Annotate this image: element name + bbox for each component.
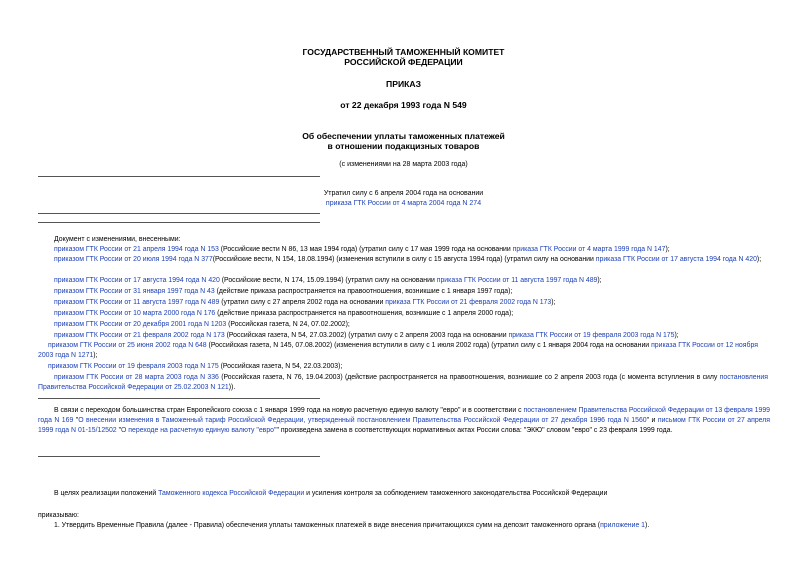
change-item-link2[interactable]: приказа ГТК России от 21 февраля 2002 года N 173 [385, 299, 552, 306]
order-item-tail: ). [645, 522, 650, 529]
order-item-text: 1. Утвердить Временные Правила (далее - Правила) обеспечения уплаты таможенных платежей в виде внесения причитающихся сумм на депозит таможенного органа ( [54, 522, 601, 529]
change-item-tail: )). [228, 383, 236, 391]
doc-date: от 22 декабря 1993 года N 549 [340, 100, 467, 110]
change-item-text: (действие приказа распространяется на правоотношения, возникшие с 1 января 1997 года); [214, 288, 513, 295]
repeal-status: Утратил силу с 6 апреля 2004 года на основании [323, 190, 484, 197]
change-item-link[interactable]: приказом ГТК России от 21 февраля 2002 года N 173 [54, 332, 225, 339]
divider [38, 456, 320, 457]
org-name-line2: РОССИЙСКОЙ ФЕДЕРАЦИИ [344, 57, 463, 67]
change-item-tail: ); [551, 299, 556, 306]
change-item-link2[interactable]: приказа ГТК России от 17 августа 1994 года N 420 [595, 256, 757, 263]
subject-line1: Об обеспечении уплаты таможенных платежей [302, 131, 505, 141]
amended-note: (с изменениями на 28 марта 2003 года) [339, 161, 468, 168]
change-item-text: (действие приказа распространяется на правоотношения, возникшие с 1 апреля 2000 года); [215, 310, 514, 317]
change-item-link[interactable]: приказом ГТК России от 19 февраля 2003 года N 175 [48, 363, 219, 370]
euro-note-link-euro[interactable]: О переходе на расчетную единую валюту "евро" [121, 426, 277, 434]
change-item-text: (Российская газета, N 54, 22.03.2003); [218, 363, 343, 370]
preamble-text: В целях реализации положений [54, 490, 159, 497]
change-item-text: (Российские вести, N 154, 18.08.1994) (изменения вступили в силу с 15 августа 1994 года) (утратил силу на основании [212, 256, 596, 263]
change-item [38, 341, 773, 361]
change-item-link2[interactable]: приказа ГТК России от 12 ноября 2003 года N 1271 [38, 342, 758, 359]
euro-note-text: " и [646, 416, 658, 424]
order-item-1 [54, 521, 649, 531]
change-item-link[interactable]: приказом ГТК России от 25 июня 2002 года N 648 [48, 342, 207, 349]
change-item-link[interactable]: приказом ГТК России от 20 июля 1994 года N 377 [54, 256, 213, 263]
euro-note-text: " [116, 426, 122, 434]
change-item-link[interactable]: приказом ГТК России от 31 января 1997 года N 43 [54, 288, 215, 295]
divider [38, 222, 320, 223]
change-item-link2[interactable]: приказа ГТК России от 4 марта 1999 года N 147 [512, 246, 666, 253]
appendix-1-link[interactable]: приложение 1 [600, 522, 646, 529]
euro-note-text: В связи с переходом большинства стран Европейского союза с 1 января 1999 года на новую расчетную единую валюту "евро" и в соответствии с [54, 407, 524, 414]
euro-note-text: " произведена замена в соответствующих нормативных актах России слова: "ЭКЮ" словом "евро" с 23 февраля 1999 года. [276, 426, 673, 434]
order-word: приказываю: [38, 512, 79, 519]
change-item-link2[interactable]: приказа ГТК России от 19 февраля 2003 года N 175 [508, 332, 675, 339]
change-item-text: (Российская газета, N 76, 19.04.2003) (действие распространяется на правоотношения, возникшие со 2 апреля 2003 года (с момента вступления в силу [218, 374, 720, 381]
customs-code-link[interactable]: Таможенного кодекса Российской Федерации [158, 490, 305, 497]
change-item [54, 287, 512, 297]
change-item [38, 373, 768, 393]
change-item-link[interactable]: приказом ГТК России от 20 декабря 2001 года N 1203 [54, 321, 227, 328]
divider [38, 398, 320, 399]
change-item [38, 255, 770, 265]
org-name-line1: ГОСУДАРСТВЕННЫЙ ТАМОЖЕННЫЙ КОМИТЕТ [302, 47, 505, 57]
change-item-text: (Российская газета, N 24, 07.02.2002); [226, 321, 350, 328]
change-item-text: (Российские вести, N 174, 15.09.1994) (утратил силу на основании [219, 277, 437, 284]
euro-note-text: " [73, 416, 79, 424]
preamble [54, 489, 607, 499]
change-item [54, 309, 513, 319]
change-item-link[interactable]: приказом ГТК России от 28 марта 2003 года N 336 [54, 374, 219, 381]
change-item-link2[interactable]: постановления Правительства Российской Федерации от 25.02.2003 N 121 [38, 374, 768, 391]
change-item-link[interactable]: приказом ГТК России от 21 апреля 1994 года N 153 [54, 246, 219, 253]
repeal-order-link[interactable]: приказа ГТК России от 4 марта 2004 года N 274 [325, 200, 482, 207]
repeal-status-link-wrap [0, 199, 807, 208]
change-item-text: (утратил силу с 27 апреля 2002 года на основании [219, 299, 386, 306]
change-item [54, 331, 679, 341]
doc-type: ПРИКАЗ [386, 79, 421, 89]
change-item [54, 298, 555, 308]
change-item [54, 320, 350, 330]
change-item-tail: ); [756, 256, 762, 263]
change-item-link[interactable]: приказом ГТК России от 17 августа 1994 года N 420 [54, 277, 220, 284]
change-item [54, 276, 602, 286]
change-item-tail: ); [93, 351, 98, 359]
preamble-text: и усиления контроля за соблюдением таможенного законодательства Российской Федерации [304, 490, 608, 497]
change-item-tail: ); [597, 277, 602, 284]
change-item-text: (Российская газета, N 145, 07.08.2002) (изменения вступили в силу с 1 июля 2002 года) (утратил силу с 1 января 2004 года на основании [206, 342, 652, 349]
euro-note-link-decree[interactable]: постановлением Правительства Российской Федерации от 13 февраля 1999 года N 169 [38, 407, 770, 424]
change-item-tail: ); [665, 246, 670, 253]
change-item [48, 362, 342, 372]
change-item-link2[interactable]: приказа ГТК России от 11 августа 1997 года N 489 [436, 277, 598, 284]
euro-note-link-tariff[interactable]: О внесении изменения в Таможенный тариф Российской Федерации, утвержденный постановлением Правительства Российской Федерации от 27 декабря 1996 года N 1560 [78, 416, 647, 424]
euro-note-link-letter[interactable]: письмом ГТК России от 27 апреля 1999 года N 01-15/12502 [38, 416, 771, 434]
change-item-text: (Российская газета, N 54, 27.03.2002) (утратил силу с 2 апреля 2003 года на основании [224, 332, 509, 339]
change-item-link[interactable]: приказом ГТК России от 11 августа 1997 года N 489 [54, 299, 220, 306]
divider [38, 176, 320, 177]
change-item [54, 245, 670, 255]
euro-note [38, 406, 770, 436]
change-item-text: (Российские вести N 86, 13 мая 1994 года) (утратил силу с 17 мая 1999 года на основании [218, 246, 513, 253]
subject-line2: в отношении подакцизных товаров [327, 141, 480, 151]
change-item-tail: ); [674, 332, 679, 339]
divider [38, 213, 320, 214]
change-item-link[interactable]: приказом ГТК России от 10 марта 2000 года N 176 [54, 310, 216, 317]
changes-intro: Документ с изменениями, внесенными: [54, 236, 181, 243]
